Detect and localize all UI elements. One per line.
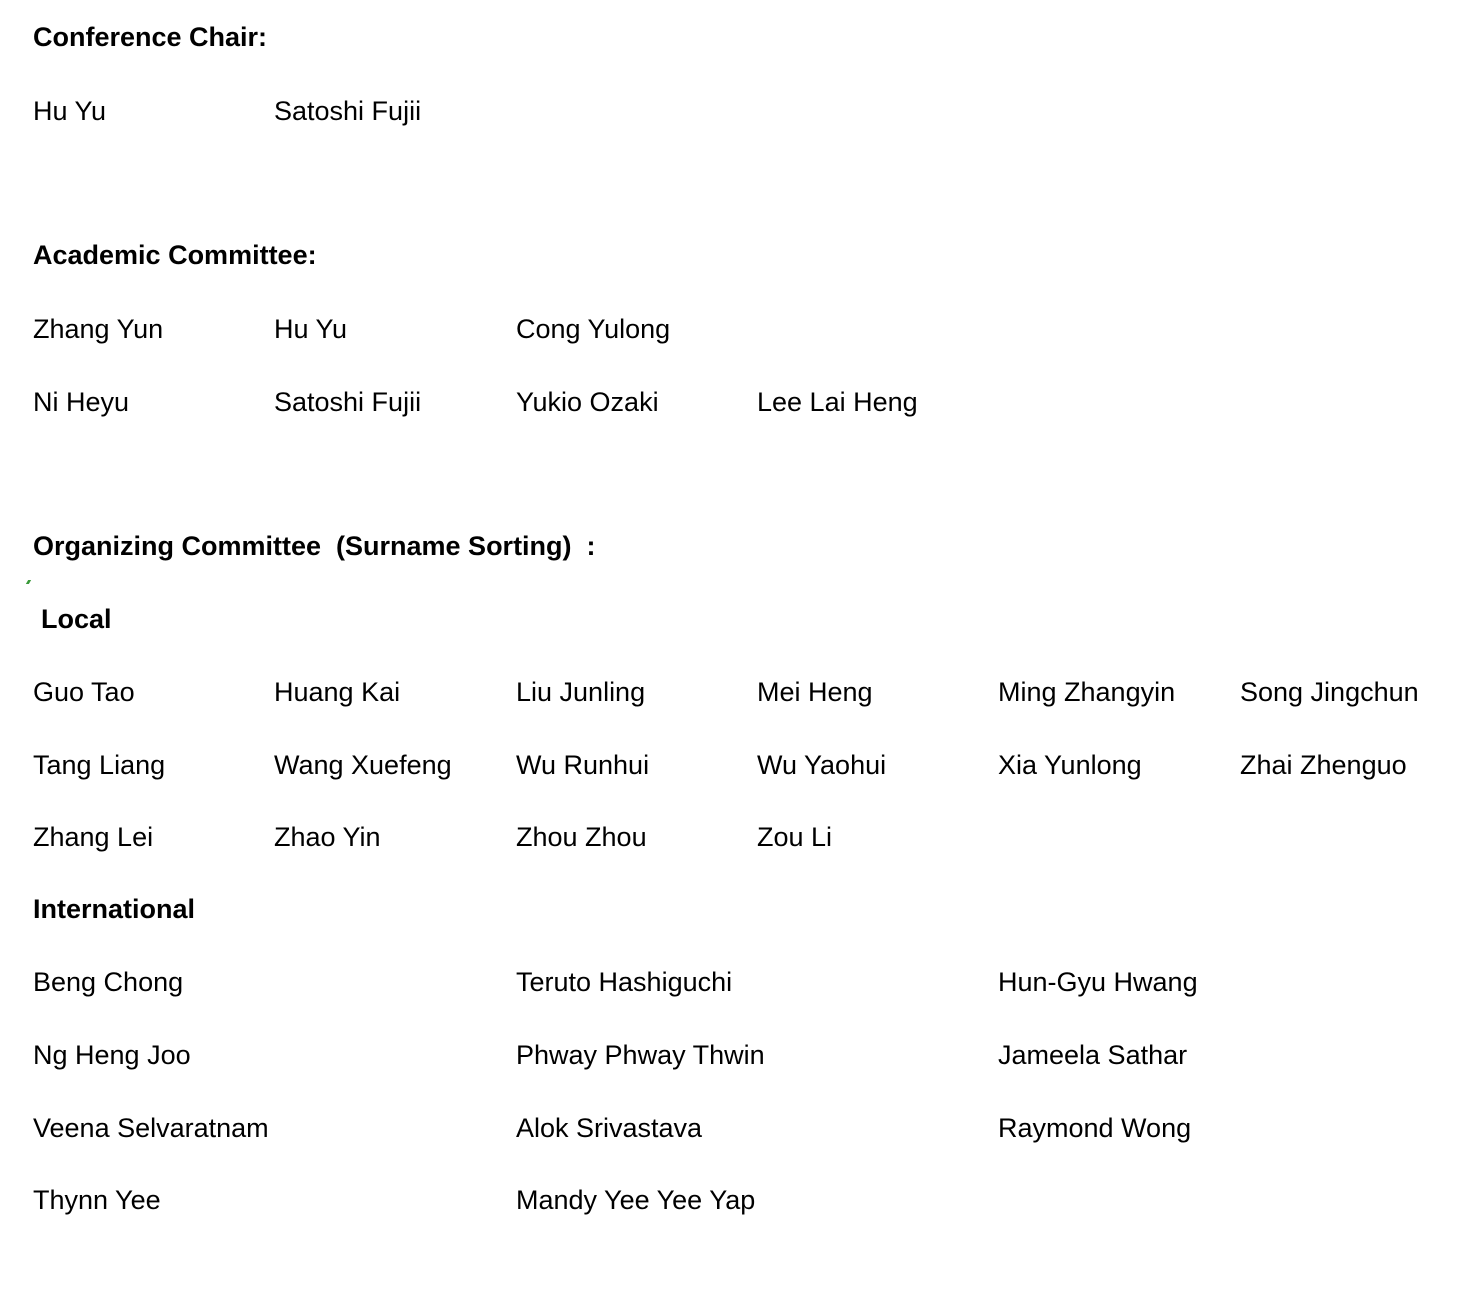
committee-member: Hu Yu	[274, 314, 348, 344]
committee-member: Raymond Wong	[998, 1113, 1192, 1143]
committee-member: Song Jingchun	[1240, 677, 1419, 707]
chair-name: Satoshi Fujii	[274, 96, 422, 126]
chair-name: Hu Yu	[33, 96, 107, 126]
academic-committee-row	[0, 311, 1477, 347]
committee-member: Veena Selvaratnam	[33, 1113, 269, 1143]
committee-member: Ni Heyu	[33, 387, 130, 417]
committee-member: Zhang Yun	[33, 314, 164, 344]
committee-member: Teruto Hashiguchi	[516, 967, 733, 997]
local-heading: Local	[41, 604, 112, 634]
international-row	[0, 964, 1477, 1000]
committee-member: Mei Heng	[757, 677, 873, 707]
committee-member: Mandy Yee Yee Yap	[516, 1185, 756, 1215]
committee-member: Alok Srivastava	[516, 1113, 703, 1143]
conference-chair-row	[0, 93, 1477, 129]
committee-member: Yukio Ozaki	[516, 387, 659, 417]
committee-member: Beng Chong	[33, 967, 184, 997]
committee-member: Hun-Gyu Hwang	[998, 967, 1198, 997]
committee-member: Zhai Zhenguo	[1240, 750, 1407, 780]
committee-member: Tang Liang	[33, 750, 166, 780]
committee-member: Zhou Zhou	[516, 822, 647, 852]
international-row	[0, 1110, 1477, 1146]
committee-member: Lee Lai Heng	[757, 387, 918, 417]
committee-member: Wang Xuefeng	[274, 750, 452, 780]
committee-member: Wu Yaohui	[757, 750, 887, 780]
committee-member: Zhang Lei	[33, 822, 154, 852]
local-row	[0, 819, 1477, 855]
organizing-committee-heading: Organizing Committee (Surname Sorting) :	[33, 531, 596, 561]
committee-member: Phway Phway Thwin	[516, 1040, 765, 1070]
green-mark	[26, 580, 31, 584]
committee-member: Cong Yulong	[516, 314, 671, 344]
committee-member: Ming Zhangyin	[998, 677, 1176, 707]
committee-member: Guo Tao	[33, 677, 135, 707]
committee-member: Satoshi Fujii	[274, 387, 422, 417]
committee-member: Liu Junling	[516, 677, 646, 707]
international-row	[0, 1037, 1477, 1073]
committee-member: Zhao Yin	[274, 822, 381, 852]
academic-committee-heading: Academic Committee:	[33, 240, 317, 270]
committee-member: Xia Yunlong	[998, 750, 1142, 780]
committee-member: Jameela Sathar	[998, 1040, 1188, 1070]
committee-member: Huang Kai	[274, 677, 401, 707]
academic-committee-row	[0, 384, 1477, 420]
committee-member: Thynn Yee	[33, 1185, 161, 1215]
committee-member: Ng Heng Joo	[33, 1040, 191, 1070]
local-row	[0, 674, 1477, 710]
committee-member: Wu Runhui	[516, 750, 650, 780]
committee-member: Zou Li	[757, 822, 833, 852]
international-heading: International	[33, 894, 196, 924]
international-row	[0, 1182, 1477, 1218]
conference-chair-heading: Conference Chair:	[33, 22, 268, 52]
local-row	[0, 747, 1477, 783]
